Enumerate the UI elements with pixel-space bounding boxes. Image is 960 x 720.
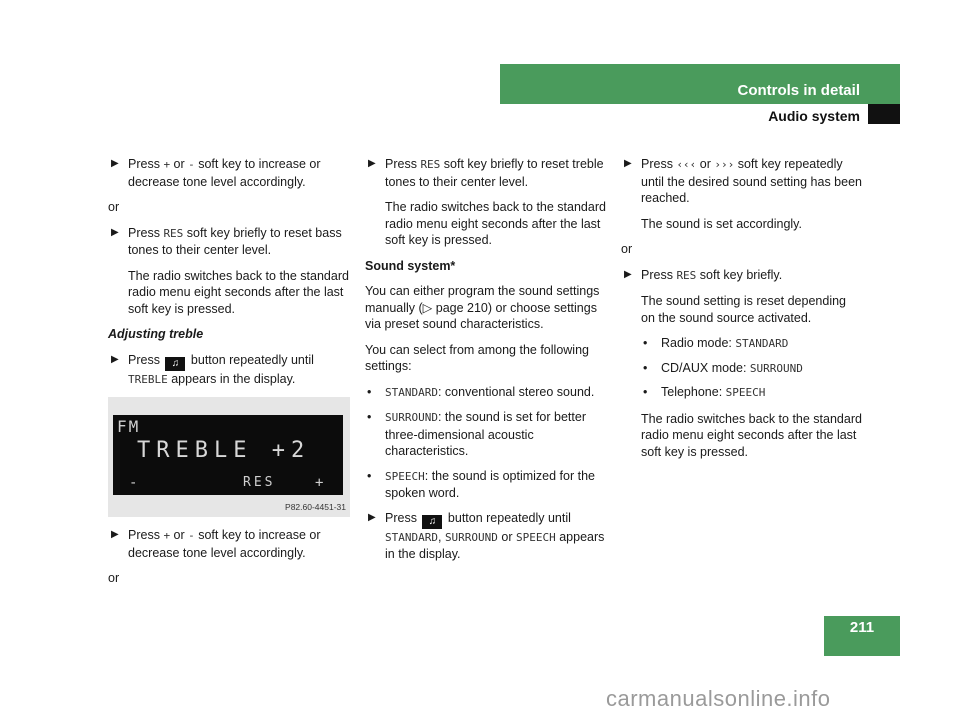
display-label: SURROUND [749, 361, 803, 375]
lcd-display [113, 415, 343, 495]
text: Press [641, 267, 677, 282]
or-text: or [108, 200, 120, 214]
text: soft key to increase or decrease tone level accordingly. [128, 528, 321, 560]
bullet-icon: • [643, 336, 648, 350]
text: : the sound is set for better three-dimensional acoustic characteristics. [385, 410, 586, 458]
list-item [641, 384, 863, 402]
display-label: TREBLE [128, 372, 168, 386]
note-text: The radio switches back to the standard radio menu eight seconds after the last soft key is pressed. [385, 200, 606, 247]
lcd-minus-key: - [129, 475, 138, 491]
display-figure [108, 397, 350, 517]
arrow-icon: ▶ [624, 268, 632, 280]
section-title: Controls in detail [737, 82, 860, 99]
arrow-icon: ▶ [111, 158, 119, 169]
display-label: SURROUND [385, 411, 438, 424]
note-text: The sound setting is reset depending on the sound source activated. [641, 294, 846, 325]
text: , [437, 529, 445, 544]
figure-reference: P82.60-4451-31 [285, 501, 346, 512]
watermark: carmanualsonline.info [606, 686, 831, 711]
text: Press [128, 528, 164, 542]
soft-key-label: ‹‹‹ [676, 158, 697, 171]
lcd-band: FM [117, 417, 141, 436]
arrow-icon: ▶ [368, 158, 376, 169]
text: soft key briefly to reset bass tones to their center level. [128, 225, 342, 257]
display-label: SPEECH [725, 386, 766, 399]
arrow-icon: ▶ [624, 158, 632, 169]
display-label: STANDARD [385, 530, 438, 544]
soft-key-label: ››› [714, 158, 735, 171]
text: soft key to increase or decrease tone level accordingly. [128, 157, 321, 189]
text: or [170, 157, 189, 171]
text: CD/AUX mode: [661, 360, 750, 375]
list-item [641, 335, 863, 353]
soft-key-label: RES [163, 226, 184, 240]
subsection-title: Audio system [768, 108, 860, 124]
subheading: Adjusting treble [108, 327, 204, 341]
list-item [365, 384, 607, 402]
column-2 [365, 156, 607, 572]
soft-key-label: - [188, 158, 195, 171]
instruction-step [108, 225, 350, 259]
display-label: SURROUND [444, 530, 498, 544]
bullet-list [621, 335, 863, 402]
text: Press [128, 352, 164, 367]
instruction-step [108, 527, 350, 561]
note-text: The radio switches back to the standard radio menu eight seconds after the last soft key is pressed. [641, 411, 862, 459]
column-1 [108, 156, 350, 596]
paragraph: You can select from among the following settings: [365, 342, 589, 373]
text: soft key briefly. [696, 267, 783, 282]
soft-key-label: + [163, 158, 171, 171]
header-band [500, 64, 900, 104]
text: : the sound is optimized for the spoken word. [385, 468, 595, 500]
column-3 [621, 156, 863, 469]
bullet-icon: • [367, 384, 372, 399]
bullet-icon: • [367, 410, 372, 424]
bullet-icon: • [367, 468, 372, 483]
or-text: or [621, 242, 633, 256]
text: Radio mode: [661, 336, 736, 350]
instruction-step [365, 510, 607, 563]
instruction-step [108, 352, 350, 389]
soft-key-label: + [163, 529, 171, 542]
note-text: The radio switches back to the standard radio menu eight seconds after the last soft key is pressed. [128, 268, 349, 316]
lcd-main-text: TREBLE +2 [137, 438, 311, 463]
note-text: The sound is set accordingly. [641, 216, 802, 231]
paragraph: You can either program the sound settings manually (▷ page 210) or choose settings via preset sound characteristics. [365, 284, 600, 331]
text: appears in the display. [167, 371, 296, 386]
text: Telephone: [661, 385, 726, 399]
header-marker [868, 104, 900, 124]
text: Press [128, 225, 164, 240]
display-label: SPEECH [515, 530, 556, 544]
arrow-icon: ▶ [111, 529, 119, 540]
text: Press [641, 157, 677, 171]
arrow-icon: ▶ [111, 226, 119, 238]
display-label: STANDARD [735, 337, 789, 350]
bullet-icon: • [643, 385, 648, 399]
text: button repeatedly until [444, 510, 571, 525]
instruction-step [621, 156, 863, 207]
arrow-icon: ▶ [368, 511, 376, 523]
soft-key-label: - [188, 529, 195, 542]
text: or [170, 528, 189, 542]
or-text: or [108, 571, 120, 585]
subheading: Sound system* [365, 258, 456, 273]
text: or [497, 529, 516, 544]
text: button repeatedly until [187, 352, 314, 367]
instruction-step [365, 156, 607, 190]
text: Press [385, 510, 421, 525]
text: soft key briefly to reset treble tones to their center level. [385, 157, 604, 189]
lcd-res-key: RES [243, 475, 276, 490]
display-label: STANDARD [385, 385, 438, 399]
list-item [365, 409, 607, 460]
text: appears in the display. [385, 529, 605, 561]
bullet-icon: • [643, 360, 648, 375]
arrow-icon: ▶ [111, 353, 119, 365]
page-number: 211 [824, 616, 900, 656]
sound-key-icon: ♫ [165, 357, 185, 371]
list-item [365, 468, 607, 502]
text: Press [128, 157, 164, 171]
instruction-step [621, 267, 863, 285]
text: soft key repeatedly until the desired sound setting has been reached. [641, 157, 862, 205]
list-item [641, 360, 863, 378]
text: : conventional stereo sound. [437, 384, 595, 399]
text: Press [385, 157, 421, 171]
soft-key-label: RES [420, 158, 441, 171]
soft-key-label: RES [676, 268, 697, 282]
sound-key-icon: ♫ [422, 515, 442, 529]
instruction-step [108, 156, 350, 190]
lcd-plus-key: + [315, 475, 324, 491]
text: or [696, 157, 715, 171]
display-label: SPEECH [385, 469, 425, 483]
